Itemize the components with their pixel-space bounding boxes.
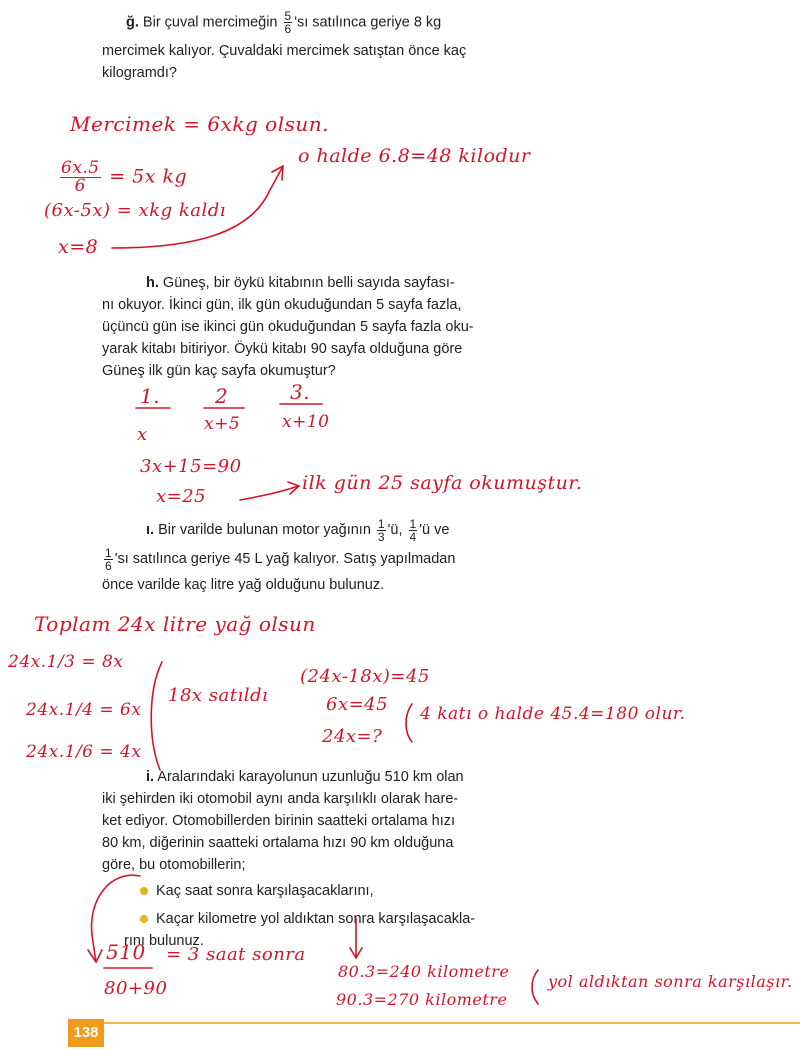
- hw-i-result: = 3 saat sonra: [166, 944, 306, 965]
- problem-g-body: mercimek kalıyor. Çuvaldaki mercimek satıştan önce kaç kilogramdı?: [102, 43, 467, 81]
- fraction: $\frac{1}{3}$: [377, 516, 385, 544]
- hw-i-answer: yol aldıktan sonra karşılaşır.: [548, 972, 793, 991]
- hw-idl-assume: Toplam 24x litre yağ olsun: [34, 612, 316, 636]
- fraction: $\frac{1}{6}$: [105, 545, 112, 573]
- problem-i-dotless: ı. Bir varilde bulunan motor yağının $\frac{1}{3}$ 'ü, $\frac{1}{4}$ 'ü ve $\frac{1}{6}$ 'sı satılınca geriye 45 L yağ kalıyor. Satış yapılmadan önce varilde kaç litre yağ olduğunu bulunuz.: [102, 516, 456, 593]
- hw-i-km1: 80.3=240 kilometre: [338, 962, 510, 981]
- hw-h-eq2: x=25: [156, 486, 207, 507]
- hw-i-arc: [92, 875, 140, 962]
- bullet-item: Kaç saat sonra karşılaşacaklarını,: [102, 880, 482, 902]
- problem-g-label: ğ.: [126, 14, 139, 31]
- fraction: $\frac{5}{6}$: [284, 9, 292, 36]
- hw-h-day2: 2: [215, 384, 229, 408]
- hw-idl-eq3: 24x=?: [322, 726, 383, 747]
- problem-h-label: h.: [146, 275, 159, 291]
- hw-idl-eq2: 6x=45: [326, 694, 389, 715]
- hw-h-eq1: 3x+15=90: [140, 456, 242, 477]
- hw-g-step1: $\frac{6x.5}{6}$ = 5x kg: [61, 158, 188, 196]
- hw-h-day3: 3.: [290, 380, 311, 404]
- fraction: $\frac{1}{4}$: [409, 516, 417, 544]
- footer-rule: [104, 1022, 800, 1024]
- hw-idl-brace1: [151, 662, 162, 770]
- problem-i-label: i.: [146, 769, 155, 785]
- hw-h-day2-val: x+5: [204, 414, 241, 434]
- problem-i-dotless-label: ı.: [146, 522, 155, 538]
- hw-idl-answer: 4 katı o halde 45.4=180 olur.: [420, 704, 686, 724]
- hw-h-day3-val: x+10: [282, 412, 330, 432]
- hw-i-km2: 90.3=270 kilometre: [336, 990, 508, 1009]
- problem-h: h. Güneş, bir öykü kitabının belli sayıda sayfası- nı okuyor. İkinci gün, ilk gün okuduğundan 5 sayfa fazla, üçüncü gün ise ikinci gün okuduğundan 5 sayfa fazla oku- yarak kitabı bitiriyor. Öykü kitabı 90 sayfa olduğuna göre Güneş ilk gün kaç sayfa okumuştur?: [102, 275, 474, 379]
- hw-idl-eq1: (24x-18x)=45: [300, 666, 430, 687]
- hw-idl-brace2: [406, 704, 412, 742]
- problem-i: i. Aralarındaki karayolunun uzunluğu 510 km olan iki şehirden iki otomobil aynı anda karşılıklı olarak hare- ket ediyor. Otomobillerden birinin saatteki ortalama hızı 80 km, diğerinin saatteki ortalama hızı 90 km olduğuna göre, bu otomobillerin; Kaç saat sonra karşılaşacaklarını, Kaçar kilometre yol aldıktan sonra karşılaşacakla- rını bulunuz.: [102, 766, 482, 952]
- hw-g-assume: Mercimek = 6xkg olsun.: [70, 112, 329, 136]
- page-number: 138: [68, 1019, 104, 1047]
- hw-h-day1: 1.: [140, 384, 161, 408]
- hw-idl-sold: 18x satıldı: [168, 685, 269, 706]
- bullet-item: Kaçar kilometre yol aldıktan sonra karşılaşacakla-: [102, 908, 482, 930]
- hw-idl-row2: 24x.1/4 = 6x: [26, 700, 142, 720]
- hw-i-brace: [532, 970, 538, 1004]
- hw-i-den: 80+90: [104, 978, 168, 999]
- hw-idl-row3: 24x.1/6 = 4x: [26, 742, 142, 762]
- hw-i-num: 510: [106, 940, 146, 964]
- hw-g-arrow: [112, 168, 282, 248]
- hw-g-step2: (6x-5x) = xkg kaldı: [44, 200, 227, 221]
- hw-g-step3: x=8: [58, 236, 99, 258]
- hw-h-day1-val: x: [137, 424, 148, 445]
- hw-idl-row1: 24x.1/3 = 8x: [8, 652, 124, 672]
- hw-h-arrow: [240, 486, 298, 500]
- hw-h-answer: ilk gün 25 sayfa okumuştur.: [302, 472, 583, 494]
- problem-g-line1: ğ. Bir çuval mercimeğin $\frac{5}{6}$ 'sı satılınca geriye 8 kg: [126, 9, 442, 36]
- hw-g-answer: o halde 6.8=48 kilodur: [298, 145, 531, 167]
